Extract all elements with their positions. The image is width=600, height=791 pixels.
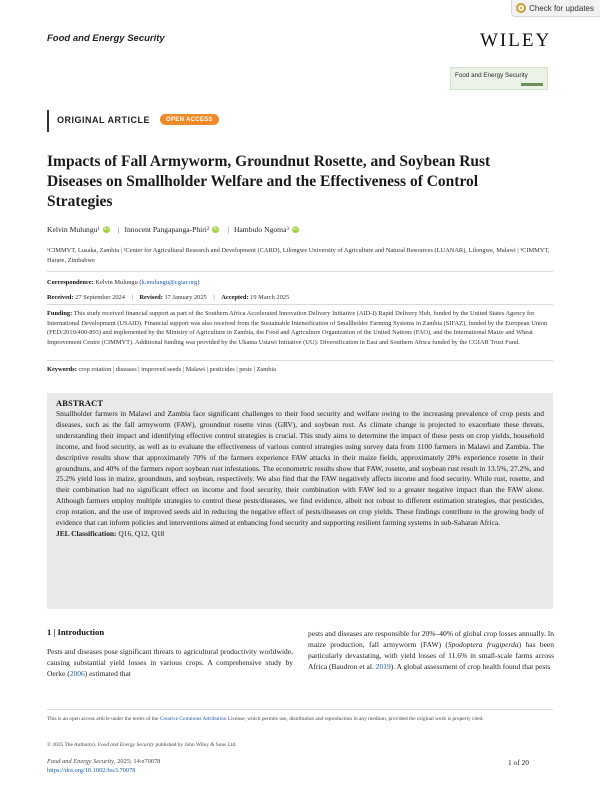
crossmark-icon (516, 3, 526, 13)
open-access-badge: OPEN ACCESS (160, 114, 219, 125)
accepted-label: Accepted: (221, 294, 249, 301)
copyright-text: published by John Wiley & Sons Ltd. (154, 742, 237, 748)
license-statement (47, 715, 553, 723)
author-separator: | (117, 225, 120, 234)
author-name[interactable]: Innocent Pangapanga-Phiri (124, 225, 207, 234)
citation-link[interactable]: 2019 (375, 662, 391, 671)
species-name: Spodoptera frugiperda (447, 640, 519, 649)
received-date: 27 September 2024 (75, 294, 125, 301)
page-number: 1 of 20 (508, 758, 529, 767)
intro-column-right (308, 628, 554, 672)
cover-logo-bar (521, 83, 543, 86)
funding-text: This study received financial support as part of the Southern Africa Accelerated Innovation Delivery Initiative (AID-I) Rapid Delivery Hub, funded by the United States Agency for International Development (USAID). Financial support was also received from the Sustainable Intensification of Smallholder Farming Systems in Zambia (SIFAZ), funded by the European Union (FED/2019/400-893) and implemented by the Ministry of Agriculture in Zambia, the Food and Agriculture Organization of the United Nations (FAO), and the International Maize and Wheat Improvement Centre (CIMMYT). Additional funding was provided by the Ukama Ustawi Initiative (UU): Diversification in East and Southern Africa funded by the CGIAR Trust Fund. (47, 310, 548, 346)
doi-link[interactable]: https://doi.org/10.1002/fes3.70078 (47, 767, 136, 774)
intro-text: ) has been particularly devastating, with yield losses of 11.6% in small-scale farms across Africa (Baudron et al. (308, 640, 554, 671)
citation-volume: , 2025; 14:e70078 (114, 758, 161, 765)
section-heading-introduction: 1 | Introduction (47, 627, 105, 637)
intro-column-left (47, 646, 293, 679)
orcid-icon[interactable]: iD (213, 226, 219, 232)
divider (47, 271, 553, 272)
affiliations: ¹CIMMYT, Lusaka, Zambia | ²Center for Agricultural Research and Development (CARD), Lilongwe University of Agriculture and Natural Resources (LUANAR), Lilongwe, Malawi | ³CIMMYT, Harare, Zimbabwe (47, 247, 550, 264)
check-for-updates-button[interactable] (511, 0, 600, 17)
article-type: ORIGINAL ARTICLE (57, 115, 150, 125)
author-name[interactable]: Kelvin Mulungu (47, 225, 98, 234)
keywords-label: Keywords: (47, 366, 77, 373)
correspondence-email-link[interactable]: k.mulungu@cgiar.org (141, 279, 198, 286)
author-name[interactable]: Hambulo Ngoma (233, 225, 287, 234)
copyright-text: © 2025 The Author(s). (47, 742, 98, 748)
jel-classification (56, 529, 544, 540)
received-label: Received: (47, 294, 74, 301)
article-title: Impacts of Fall Armyworm, Groundnut Rosette, and Soybean Rust Diseases on Smallholder Welfare and the Effectiveness of Control Strategies (47, 153, 491, 210)
citation-journal: Food and Energy Security (47, 758, 115, 765)
citation-link[interactable]: 2006 (69, 669, 85, 678)
correspondence: Correspondence: Kelvin Mulungu (k.mulungu@cgiar.org) (47, 279, 200, 286)
article-type-rule (47, 110, 49, 132)
journal-cover-thumbnail[interactable] (450, 67, 548, 90)
intro-text: ) estimated that (84, 669, 131, 678)
divider (47, 360, 553, 361)
abstract-text: Smallholder farmers in Malawi and Zambia face significant challenges to their food security and welfare owing to the increasing prevalence of crop pests and diseases, such as the fall armyworm (FAW), groundnut rosette virus (GRV), and soybean rust. As climate change is projected to exacerbate these threats, understanding their impact and identifying effective control strategies is crucial. This study aims to determine the impact of these pests on crop yields, household income, and food security, as well as to evaluate the effectiveness of various control strategies using survey data from 1100 farmers in Malawi and Zambia. The descriptive results show that approximately 70% of the farmers experience FAW attacks in their maize fields, approximately 28% experience rosette in their groundnuts, and 40% of the farmers report soybean rust infestations. The econometric results show that FAW, rosette, and soybean rust result in 13.5%, 27.2%, and 25.2% yield loss in maize, groundnuts, and soybean, respectively. We also find that the FAW negatively affects income and food security. While rust, rosette, and their combination had no significant effect on income and food security, their combination with FAW led to a greater negative impact than the FAW alone. Although farmers employ multiple strategies to control these pests/diseases, we find evidence, albeit not robust to different estimation strategies, that pesticides, crop rotation, and the use of improved seeds aid in reducing the negative effect of pests/diseases on crop yields. These findings contribute to the growing body of evidence that can inform policies and interventions aimed at enhancing food security and supporting resilient farming systems in sub-Saharan Africa. (56, 409, 544, 528)
correspondence-name: Kelvin Mulungu (95, 279, 138, 286)
jel-codes: Q16, Q12, Q18 (118, 528, 165, 538)
footer-divider (47, 709, 553, 710)
funding-statement (47, 309, 557, 347)
publisher-logo: WILEY (480, 30, 552, 51)
orcid-icon[interactable]: iD (104, 226, 109, 232)
intro-text: Pests and diseases pose significant threats to agricultural productivity worldwide, causing substantial yield losses in various crops. A comprehensive study by Oerke ( (47, 647, 293, 678)
revised-label: Revised: (139, 294, 163, 301)
revised-date: 17 January 2025 (164, 294, 207, 301)
copyright-journal: Food and Energy Security (97, 742, 155, 748)
intro-text: pests and diseases are responsible for 20%–40% of global crop losses annually. In maize production, fall armyworm (FAW) ( (308, 629, 554, 649)
orcid-icon[interactable]: iD (293, 226, 298, 232)
abstract-heading: ABSTRACT (56, 399, 104, 408)
keywords-list: crop rotation | diseases | improved seeds | Malawi | pesticides | pests | Zambia (78, 366, 277, 373)
date-separator: | (213, 294, 215, 301)
license-link[interactable]: Creative Commons Attribution (159, 716, 227, 722)
funding-label: Funding: (47, 310, 73, 317)
author-affiliation-mark: 3 (286, 227, 289, 232)
accepted-date: 19 March 2025 (250, 294, 290, 301)
license-text: License, which permits use, distribution and reproduction in any medium, provided the original work is properly cited. (226, 716, 484, 722)
article-dates (47, 293, 289, 303)
author-separator: | (227, 225, 229, 234)
author-affiliation-mark: 2 (206, 227, 210, 232)
cover-title: Food and Energy Security (455, 72, 528, 79)
abstract-box (47, 393, 553, 609)
journal-name: Food and Energy Security (47, 33, 165, 44)
keywords (47, 365, 276, 375)
author-list (47, 225, 302, 234)
intro-text: ). A global assessment of crop health found that pests (390, 662, 551, 671)
citation-info (47, 757, 553, 775)
date-separator: | (131, 294, 133, 301)
jel-label: JEL Classification: (56, 528, 117, 538)
copyright (47, 741, 553, 749)
license-text: This is an open access article under the terms of the (47, 716, 160, 722)
author-affiliation-mark: 1 (97, 227, 100, 232)
divider (47, 304, 553, 305)
check-for-updates-label: Check for updates (529, 3, 594, 13)
correspondence-label: Correspondence: (47, 279, 94, 286)
